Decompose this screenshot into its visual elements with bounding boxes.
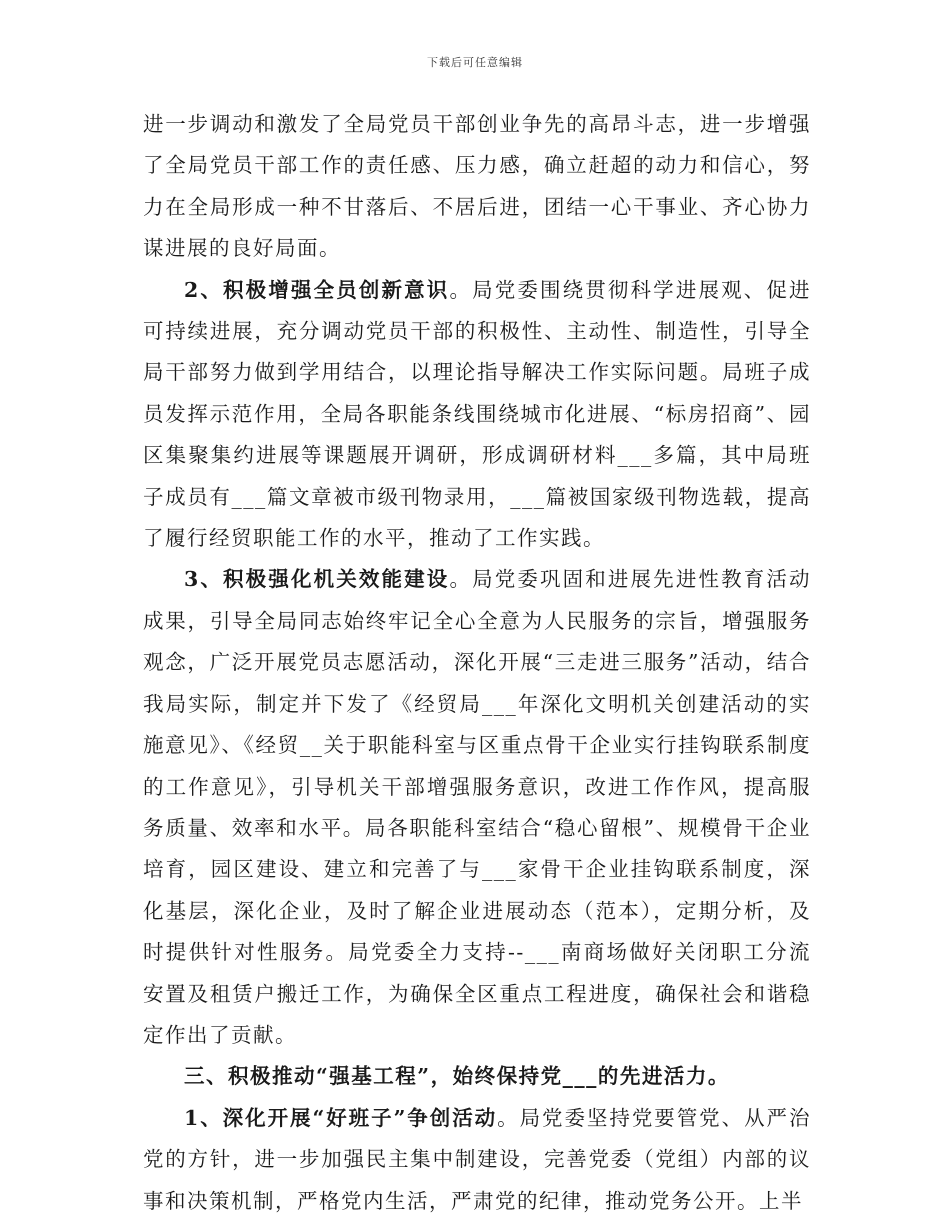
paragraph-lead-heading: 1、深化开展“好班子”争创活动 (184, 1105, 498, 1130)
paragraph-text: 。局党委坚持党要管党、从严治党的方针，进一步加强民主集中制建设，完善党委（党组）内部的议事和决策机制，严格党内生活，严肃党的纪律，推动党务公开。上半 (143, 1105, 811, 1213)
paragraph-text: 。局党委巩固和进展先进性教育活动成果，引导全局同志始终牢记全心全意为人民服务的宗旨，增强服务观念，广泛开展党员志愿活动，深化开展“三走进三服务”活动，结合我局实际，制定并下发了《经贸局___年深化文明机关创建活动的实施意见》、《经贸__关于职能科室与区重点骨干企业实行挂钩联系制度的工作意见》，引导机关干部增强服务意识，改进工作作风，提高服务质量、效率和水平。局各职能科室结合“稳心留根”、规模骨干企业培育，园区建设、建立和完善了与___家骨干企业挂钩联系制度，深化基层，深化企业，及时了解企业进展动态（范本），定期分析，及时提供针对性服务。局党委全力支持--___南商场做好关闭职工分流安置及租赁户搬迁工作，为确保全区重点工程进度，确保社会和谐稳定作出了贡献。 (143, 567, 812, 1047)
page-header: 下载后可任意编辑 (427, 56, 523, 69)
paragraph-lead-heading: 2、积极增强全员创新意识 (184, 277, 450, 302)
body-paragraph-efficiency (143, 559, 811, 1056)
body-paragraph-innovation (143, 270, 811, 560)
body-paragraph-good-team (143, 1098, 811, 1222)
body-paragraph-continuation (143, 104, 811, 270)
document-body (143, 104, 811, 1222)
paragraph-text: 进一步调动和激发了全局党员干部创业争先的高昂斗志，进一步增强了全局党员干部工作的责任感、压力感，确立赶超的动力和信心，努力在全局形成一种不甘落后、不居后进，团结一心干事业、齐心协力谋进展的良好局面。 (143, 112, 811, 261)
paragraph-text: 。局党委围绕贯彻科学进展观、促进可持续进展，充分调动党员干部的积极性、主动性、制造性，引导全局干部努力做到学用结合，以理论指导解决工作实际问题。局班子成员发挥示范作用，全局各职能条线围绕城市化进展、“标房招商”、园区集聚集约进展等课题展开调研，形成调研材料___多篇，其中局班子成员有___篇文章被市级刊物录用，___篇被国家级刊物选载，提高了履行经贸职能工作的水平，推动了工作实践。 (143, 277, 812, 551)
paragraph-lead-heading: 3、积极强化机关效能建设 (184, 567, 450, 592)
section-heading: 三、积极推动“强基工程”，始终保持党___的先进活力。 (184, 1064, 730, 1089)
